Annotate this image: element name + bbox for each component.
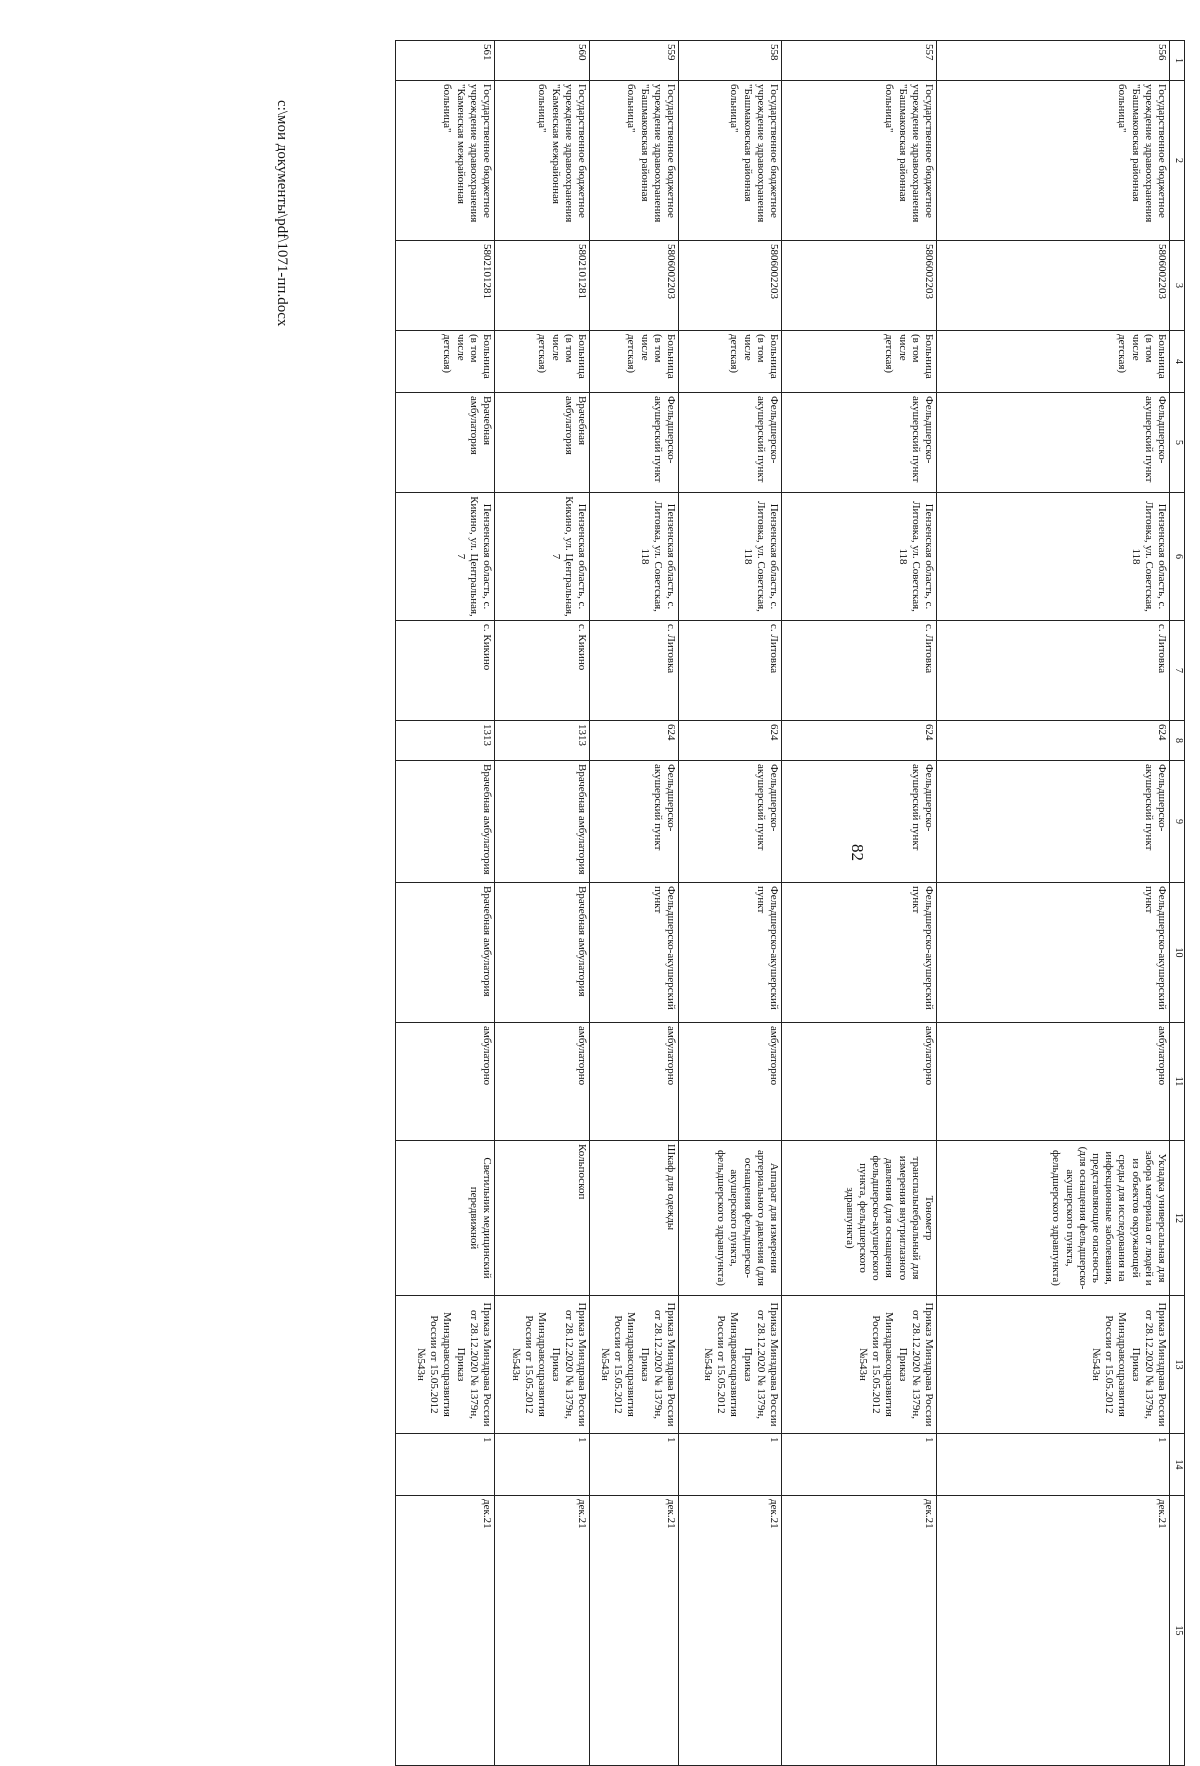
organization-name: Государственное бюджетное учреждение здравоохранения "Каменская межрайонная больница" <box>495 81 590 241</box>
column-number: 5 <box>1170 393 1185 493</box>
settlement-number: 624 <box>590 721 679 761</box>
organization-type: Больница (в том числе детская) <box>590 331 679 393</box>
column-number: 14 <box>1170 1434 1185 1496</box>
quantity: 1 <box>396 1434 495 1496</box>
settlement: с. Литовка <box>937 621 1170 721</box>
quantity: 1 <box>782 1434 937 1496</box>
unit-type: Фельдшерско-акушерский пункт <box>679 393 782 493</box>
organization-code: 5806002203 <box>937 241 1170 331</box>
organization-name: Государственное бюджетное учреждение здравоохранения "Башмаковская районная больница" <box>937 81 1170 241</box>
unit-type: Фельдшерско-акушерский пункт <box>782 393 937 493</box>
table-row <box>495 41 590 1766</box>
column-number: 10 <box>1170 883 1185 1023</box>
settlement-number: 624 <box>937 721 1170 761</box>
table-row <box>937 41 1170 1766</box>
address: Пензенская область, с. Литовка, ул. Советская, 118 <box>679 493 782 621</box>
unit-type: Фельдшерско-акушерский пункт <box>937 393 1170 493</box>
settlement-number: 624 <box>679 721 782 761</box>
row-number: 557 <box>782 41 937 81</box>
organization-name: Государственное бюджетное учреждение здравоохранения "Башмаковская районная больница" <box>782 81 937 241</box>
subdivision: Фельдшерско-акушерский пункт <box>590 761 679 883</box>
delivery-date: дек.21 <box>679 1496 782 1766</box>
settlement: с. Литовка <box>679 621 782 721</box>
subdivision: Врачебная амбулатория <box>495 761 590 883</box>
settlement-number: 1313 <box>495 721 590 761</box>
organization-name: Государственное бюджетное учреждение здравоохранения "Башмаковская районная больница" <box>679 81 782 241</box>
subunit: Фельдшерско-акушерский пункт <box>937 883 1170 1023</box>
quantity: 1 <box>590 1434 679 1496</box>
equipment-name: Шкаф для одежды <box>590 1141 679 1296</box>
organization-type: Больница (в том числе детская) <box>679 331 782 393</box>
row-number: 561 <box>396 41 495 81</box>
delivery-date: дек.21 <box>396 1496 495 1766</box>
subdivision: Фельдшерско-акушерский пункт <box>679 761 782 883</box>
subunit: Врачебная амбулатория <box>396 883 495 1023</box>
column-number: 12 <box>1170 1141 1185 1296</box>
settlement: с. Кикино <box>495 621 590 721</box>
column-number: 3 <box>1170 241 1185 331</box>
organization-type: Больница (в том числе детская) <box>396 331 495 393</box>
delivery-date: дек.21 <box>937 1496 1170 1766</box>
table-row <box>679 41 782 1766</box>
column-number: 11 <box>1170 1023 1185 1141</box>
delivery-date: дек.21 <box>495 1496 590 1766</box>
organization-type: Больница (в том числе детская) <box>495 331 590 393</box>
table-row <box>396 41 495 1766</box>
row-number: 559 <box>590 41 679 81</box>
organization-code: 5806002203 <box>782 241 937 331</box>
organization-code: 5806002203 <box>679 241 782 331</box>
column-number: 15 <box>1170 1496 1185 1766</box>
page-number: 82 <box>848 844 867 861</box>
row-number: 556 <box>937 41 1170 81</box>
row-number: 560 <box>495 41 590 81</box>
quantity: 1 <box>495 1434 590 1496</box>
equipment-register-table <box>395 40 1185 1766</box>
regulatory-order: Приказ Минздрава России от 28.12.2020 № 1379н, Приказ Минздравсоцразвития России от 15.05.2012 №543н <box>679 1296 782 1434</box>
column-number: 13 <box>1170 1296 1185 1434</box>
care-conditions: амбулаторно <box>679 1023 782 1141</box>
row-number: 558 <box>679 41 782 81</box>
address: Пензенская область, с. Литовка, ул. Советская, 118 <box>937 493 1170 621</box>
equipment-name: Тонометр транспальпебральный для измерения внутриглазного давления (для оснащения фельдшерско-акушерского пункта, фельдшерского здравпункта) <box>782 1141 937 1296</box>
care-conditions: амбулаторно <box>495 1023 590 1141</box>
subdivision: Фельдшерско-акушерский пункт <box>937 761 1170 883</box>
care-conditions: амбулаторно <box>590 1023 679 1141</box>
column-number: 9 <box>1170 761 1185 883</box>
organization-type: Больница (в том числе детская) <box>937 331 1170 393</box>
unit-type: Фельдшерско-акушерский пункт <box>590 393 679 493</box>
settlement-number: 624 <box>782 721 937 761</box>
quantity: 1 <box>679 1434 782 1496</box>
organization-code: 5802101281 <box>396 241 495 331</box>
table-row <box>590 41 679 1766</box>
unit-type: Врачебная амбулатория <box>396 393 495 493</box>
settlement-number: 1313 <box>396 721 495 761</box>
regulatory-order: Приказ Минздрава России от 28.12.2020 № 1379н, Приказ Минздравсоцразвития России от 15.05.2012 №543н <box>590 1296 679 1434</box>
equipment-name: Светильник медицинский передвижной <box>396 1141 495 1296</box>
subdivision: Фельдшерско-акушерский пункт <box>782 761 937 883</box>
column-number: 8 <box>1170 721 1185 761</box>
address: Пензенская область, с. Литовка, ул. Советская, 118 <box>782 493 937 621</box>
subunit: Фельдшерско-акушерский пункт <box>590 883 679 1023</box>
organization-code: 5806002203 <box>590 241 679 331</box>
column-number: 6 <box>1170 493 1185 621</box>
care-conditions: амбулаторно <box>396 1023 495 1141</box>
column-number-row <box>1170 41 1185 1766</box>
equipment-name: Кольпоскоп <box>495 1141 590 1296</box>
subunit: Врачебная амбулатория <box>495 883 590 1023</box>
address: Пензенская область, с. Кикино, ул. Центральная, 7 <box>495 493 590 621</box>
care-conditions: амбулаторно <box>937 1023 1170 1141</box>
rotated-landscape-content <box>175 40 1185 1665</box>
regulatory-order: Приказ Минздрава России от 28.12.2020 № 1379н, Приказ Минздравсоцразвития России от 15.05.2012 №543н <box>937 1296 1170 1434</box>
care-conditions: амбулаторно <box>782 1023 937 1141</box>
column-number: 2 <box>1170 81 1185 241</box>
equipment-name: Укладка универсальная для забора материала от людей и из объектов окружающей среды для исследования на инфекционные заболевания, представляющие опасность (для оснащения фельдшерско-акушерского пункта, фельдшерского здравпункта) <box>937 1141 1170 1296</box>
delivery-date: дек.21 <box>782 1496 937 1766</box>
footer-file-path: c:\мои документы\pdf\1071-пп.docx <box>274 100 290 327</box>
column-number: 1 <box>1170 41 1185 81</box>
column-number: 4 <box>1170 331 1185 393</box>
subdivision: Врачебная амбулатория <box>396 761 495 883</box>
subunit: Фельдшерско-акушерский пункт <box>782 883 937 1023</box>
address: Пензенская область, с. Литовка, ул. Советская, 118 <box>590 493 679 621</box>
regulatory-order: Приказ Минздрава России от 28.12.2020 № 1379н, Приказ Минздравсоцразвития России от 15.05.2012 №543н <box>495 1296 590 1434</box>
quantity: 1 <box>937 1434 1170 1496</box>
settlement: с. Кикино <box>396 621 495 721</box>
settlement: с. Литовка <box>590 621 679 721</box>
address: Пензенская область, с. Кикино, ул. Центральная, 7 <box>396 493 495 621</box>
settlement: с. Литовка <box>782 621 937 721</box>
organization-name: Государственное бюджетное учреждение здравоохранения "Башмаковская районная больница" <box>590 81 679 241</box>
equipment-name: Аппарат для измерения артериального давления (для оснащения фельдшерско-акушерского пункта, фельдшерского здравпункта) <box>679 1141 782 1296</box>
column-number: 7 <box>1170 621 1185 721</box>
delivery-date: дек.21 <box>590 1496 679 1766</box>
organization-name: Государственное бюджетное учреждение здравоохранения "Каменская межрайонная больница" <box>396 81 495 241</box>
regulatory-order: Приказ Минздрава России от 28.12.2020 № 1379н, Приказ Минздравсоцразвития России от 15.05.2012 №543н <box>782 1296 937 1434</box>
regulatory-order: Приказ Минздрава России от 28.12.2020 № 1379н, Приказ Минздравсоцразвития России от 15.05.2012 №543н <box>396 1296 495 1434</box>
organization-type: Больница (в том числе детская) <box>782 331 937 393</box>
unit-type: Врачебная амбулатория <box>495 393 590 493</box>
subunit: Фельдшерско-акушерский пункт <box>679 883 782 1023</box>
organization-code: 5802101281 <box>495 241 590 331</box>
